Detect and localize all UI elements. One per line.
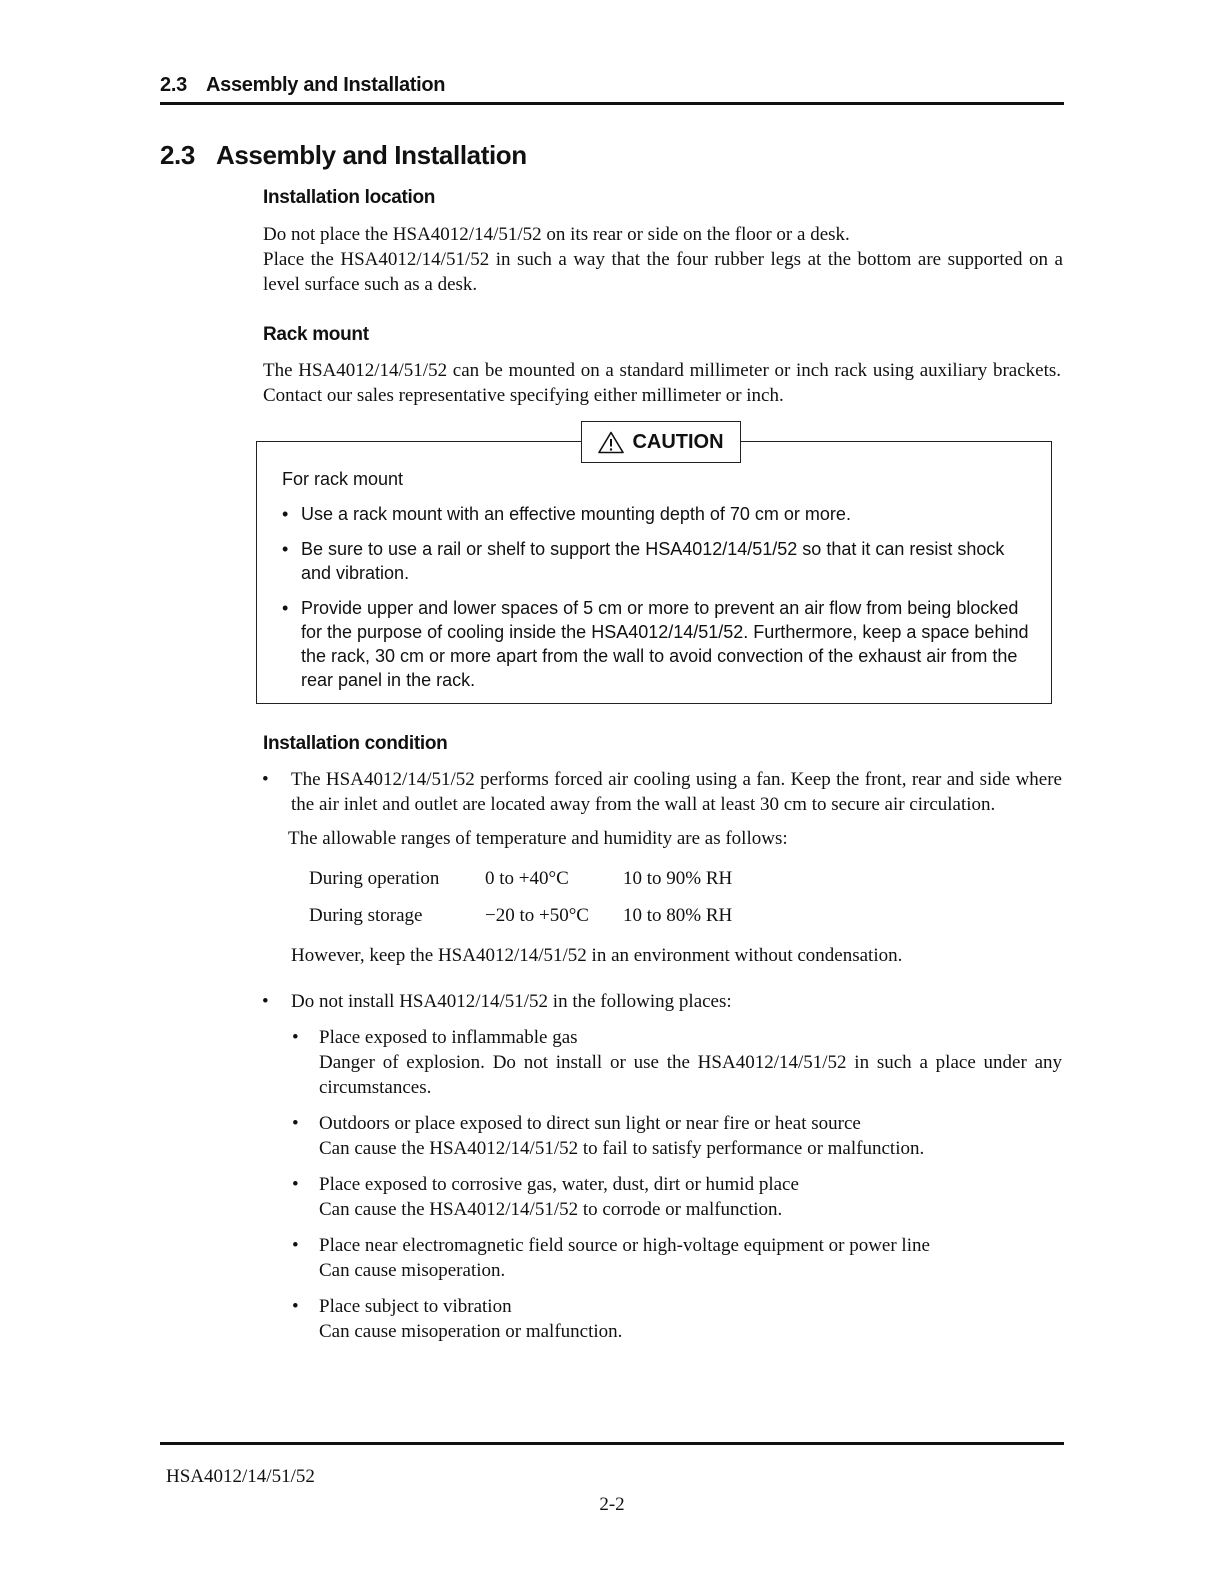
place-item: [291, 1111, 1062, 1161]
running-header-number: 2.3: [160, 74, 187, 96]
place-item: [291, 1172, 1062, 1222]
running-header: [160, 74, 445, 97]
running-header-title: Assembly and Installation: [206, 74, 446, 96]
condition-item: [262, 989, 1062, 1344]
section-number: 2.3: [160, 140, 195, 170]
installation-location-text: [263, 222, 1063, 297]
place-text: Place exposed to inflammable gas: [319, 1027, 578, 1048]
bullet-icon: •: [282, 539, 289, 559]
place-item: [291, 1025, 1062, 1100]
bullet-icon: •: [292, 1113, 299, 1134]
environment-table: [309, 860, 732, 934]
place-item: [291, 1294, 1062, 1344]
caution-label: [581, 421, 741, 463]
place-consequence: Can cause the HSA4012/14/51/52 to corrode or malfunction.: [319, 1199, 783, 1220]
ranges-intro: The allowable ranges of temperature and humidity are as follows:: [288, 828, 788, 849]
table-cell: 0 to +40°C: [485, 868, 569, 889]
table-cell: 10 to 90% RH: [623, 868, 733, 889]
place-text: Place subject to vibration: [319, 1296, 512, 1317]
table-row: [309, 860, 732, 897]
caution-item-text: Be sure to use a rail or shelf to support the HSA4012/14/51/52 so that it can resist shock and vibration.: [301, 539, 1005, 583]
caution-item-text: Provide upper and lower spaces of 5 cm or more to prevent an air flow from being blocked for the purpose of cooling inside the HSA4012/14/51/52. Furthermore, keep a space behind the rack, 30 cm or more apart from the wall to avoid convection of the exhaust air from the rear panel in the rack.: [301, 598, 1029, 690]
condensation-note: However, keep the HSA4012/14/51/52 in an environment without condensation.: [291, 945, 903, 966]
place-item: [291, 1233, 1062, 1283]
bullet-icon: •: [262, 991, 269, 1012]
footer-rule: [160, 1442, 1064, 1445]
place-text: Outdoors or place exposed to direct sun light or near fire or heat source: [319, 1113, 861, 1134]
bullet-icon: •: [292, 1235, 299, 1256]
caution-item: [282, 502, 1038, 526]
bullet-icon: •: [262, 769, 269, 790]
caution-content: [282, 467, 1038, 703]
bullet-icon: •: [282, 504, 289, 524]
caution-title: For rack mount: [282, 469, 404, 489]
caution-item: [282, 596, 1038, 692]
bullet-icon: •: [282, 598, 289, 618]
table-cell: During storage: [309, 905, 423, 926]
condition-item: [262, 767, 1062, 968]
installation-location-heading: Installation location: [263, 187, 436, 208]
header-rule: [160, 102, 1064, 105]
table-cell: 10 to 80% RH: [623, 905, 733, 926]
cooling-text: The HSA4012/14/51/52 performs forced air cooling using a fan. Keep the front, rear and side where the air inlet and outlet are located away from the wall at least 30 cm to secure air circulation.: [291, 769, 1062, 815]
place-text: Place near electromagnetic field source or high-voltage equipment or power line: [319, 1235, 930, 1256]
section-title: [160, 140, 527, 171]
places-intro: Do not install HSA4012/14/51/52 in the following places:: [291, 991, 732, 1012]
table-cell: During operation: [309, 868, 440, 889]
caution-label-text: CAUTION: [632, 430, 724, 453]
place-consequence: Can cause misoperation or malfunction.: [319, 1321, 623, 1342]
rack-mount-heading: Rack mount: [263, 324, 369, 345]
installation-condition-list: [262, 767, 1062, 1344]
rack-mount-text: The HSA4012/14/51/52 can be mounted on a standard millimeter or inch rack using auxiliary brackets. Contact our sales representative specifying either millimeter or inch.: [263, 360, 1061, 406]
bullet-icon: •: [292, 1296, 299, 1317]
footer-model: HSA4012/14/51/52: [166, 1466, 315, 1487]
place-text: Place exposed to corrosive gas, water, dust, dirt or humid place: [319, 1174, 799, 1195]
page-number: 2-2: [599, 1494, 625, 1515]
table-row: [309, 897, 732, 934]
installation-location-line: Place the HSA4012/14/51/52 in such a way that the four rubber legs at the bottom are supported on a level surface such as a desk.: [263, 249, 1063, 295]
warning-triangle-icon: [598, 431, 624, 454]
place-consequence: Can cause the HSA4012/14/51/52 to fail to satisfy performance or malfunction.: [319, 1138, 925, 1159]
caution-item-text: Use a rack mount with an effective mounting depth of 70 cm or more.: [301, 504, 851, 524]
installation-location-line: Do not place the HSA4012/14/51/52 on its rear or side on the floor or a desk.: [263, 224, 850, 245]
table-cell: −20 to +50°C: [485, 905, 589, 926]
section-title-text: Assembly and Installation: [216, 140, 527, 170]
installation-condition-heading: Installation condition: [263, 733, 448, 754]
place-consequence: Can cause misoperation.: [319, 1260, 506, 1281]
place-consequence: Danger of explosion. Do not install or use the HSA4012/14/51/52 in such a place under any circumstances.: [319, 1052, 1062, 1098]
caution-item: [282, 537, 1038, 585]
bullet-icon: •: [292, 1027, 299, 1048]
bullet-icon: •: [292, 1174, 299, 1195]
